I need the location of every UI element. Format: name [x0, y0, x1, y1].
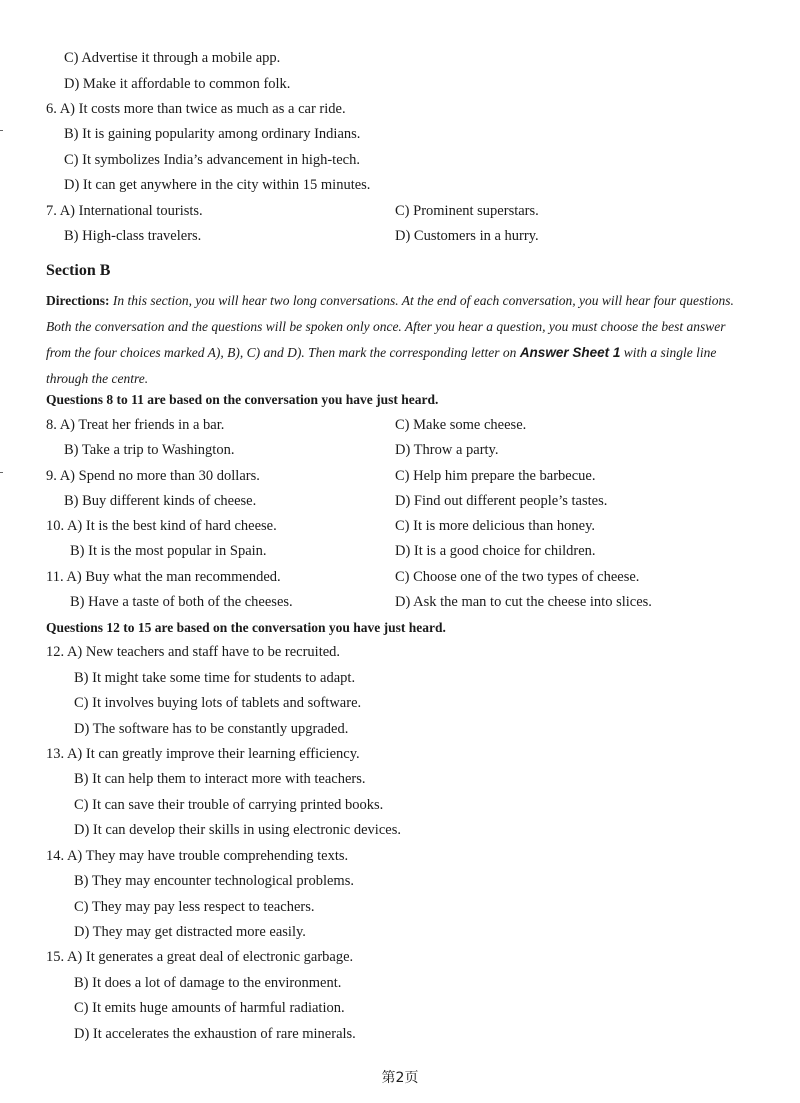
q15-option-d: D) It accelerates the exhaustion of rare minerals. — [74, 1026, 356, 1042]
section-b-title: Section B — [46, 262, 111, 279]
q5-option-d: D) Make it affordable to common folk. — [64, 76, 291, 92]
q8-option-c: C) Make some cheese. — [395, 417, 527, 433]
answer-sheet-label: Answer Sheet 1 — [519, 345, 621, 360]
q12-number: 12. — [46, 644, 65, 660]
q13-number: 13. — [46, 746, 65, 762]
q7-option-b: B) High-class travelers. — [64, 228, 202, 244]
q9-option-d: D) Find out different people’s tastes. — [395, 493, 608, 509]
q5-option-c: C) Advertise it through a mobile app. — [64, 50, 281, 66]
q8-option-d: D) Throw a party. — [395, 442, 499, 458]
q6-option-c: C) It symbolizes India’s advancement in high-tech. — [64, 152, 360, 168]
q9-option-a: A) Spend no more than 30 dollars. — [59, 468, 260, 484]
q14-option-b: B) They may encounter technological problems. — [74, 873, 354, 889]
q14-option-a-line — [46, 847, 348, 865]
q9-option-c: C) Help him prepare the barbecue. — [395, 468, 596, 484]
heading-questions-12-15: Questions 12 to 15 are based on the conversation you have just heard. — [46, 620, 446, 635]
q15-option-c: C) It emits huge amounts of harmful radiation. — [74, 1000, 345, 1016]
q9-number: 9. — [46, 468, 57, 484]
directions-text: In this section, you will hear two long conversations. At the end of each conversation, you will hear four questions. Both the conversation and the questions will be spoken only once. After you hear a question, you must choose the best answer from the four choices marked A), B), C) and D). Then mark the corresponding letter on — [46, 293, 734, 360]
q12-option-a: A) New teachers and staff have to be recruited. — [66, 644, 341, 660]
q13-option-b: B) It can help them to interact more with teachers. — [74, 771, 366, 787]
q14-number: 14. — [46, 848, 65, 864]
q9-option-a-line — [46, 467, 260, 485]
q6-option-d: D) It can get anywhere in the city within 15 minutes. — [64, 177, 371, 193]
q8-option-b: B) Take a trip to Washington. — [64, 442, 235, 458]
section-b-directions — [46, 288, 736, 392]
q11-number: 11. — [46, 569, 64, 585]
scan-mark — [0, 472, 3, 473]
q7-option-c: C) Prominent superstars. — [395, 203, 539, 219]
q14-option-a: A) They may have trouble comprehending texts. — [66, 848, 349, 864]
q11-option-b: B) Have a taste of both of the cheeses. — [70, 594, 293, 610]
q10-option-c: C) It is more delicious than honey. — [395, 518, 596, 534]
q15-option-a-line — [46, 948, 353, 966]
q14-option-d: D) They may get distracted more easily. — [74, 924, 306, 940]
q10-option-a-line — [46, 517, 277, 535]
q15-option-a: A) It generates a great deal of electronic garbage. — [66, 949, 354, 965]
q11-option-a: A) Buy what the man recommended. — [66, 569, 281, 585]
q8-option-a: A) Treat her friends in a bar. — [59, 417, 225, 433]
q12-option-d: D) The software has to be constantly upgraded. — [74, 721, 349, 737]
q7-option-d: D) Customers in a hurry. — [395, 228, 539, 244]
q12-option-c: C) It involves buying lots of tablets and software. — [74, 695, 362, 711]
q6-option-a-line — [46, 100, 346, 118]
q6-option-b: B) It is gaining popularity among ordinary Indians. — [64, 126, 361, 142]
q7-option-a-line — [46, 202, 203, 220]
directions-label: Directions: — [46, 293, 110, 308]
heading-questions-8-11: Questions 8 to 11 are based on the conversation you have just heard. — [46, 392, 439, 407]
page-number: 第2页 — [381, 1070, 419, 1086]
q8-option-a-line — [46, 416, 224, 434]
q10-option-a: A) It is the best kind of hard cheese. — [66, 518, 277, 534]
q12-option-b: B) It might take some time for students to adapt. — [74, 670, 356, 686]
q13-option-a: A) It can greatly improve their learning efficiency. — [66, 746, 360, 762]
q15-option-b: B) It does a lot of damage to the environment. — [74, 975, 342, 991]
q7-number: 7. — [46, 203, 57, 219]
q14-option-c: C) They may pay less respect to teachers. — [74, 899, 315, 915]
q15-number: 15. — [46, 949, 65, 965]
q9-option-b: B) Buy different kinds of cheese. — [64, 493, 257, 509]
q11-option-a-line — [46, 568, 281, 586]
q12-option-a-line — [46, 643, 340, 661]
q8-number: 8. — [46, 417, 57, 433]
q11-option-c: C) Choose one of the two types of cheese. — [395, 569, 640, 585]
q7-option-a: A) International tourists. — [59, 203, 203, 219]
q13-option-d: D) It can develop their skills in using electronic devices. — [74, 822, 401, 838]
directions-text-end: with a single line through the centre. — [46, 345, 717, 386]
q6-number: 6. — [46, 101, 57, 117]
scan-mark — [0, 130, 3, 131]
q11-option-d: D) Ask the man to cut the cheese into slices. — [395, 594, 652, 610]
q10-option-b: B) It is the most popular in Spain. — [70, 543, 267, 559]
q6-option-a: A) It costs more than twice as much as a car ride. — [59, 101, 346, 117]
q10-option-d: D) It is a good choice for children. — [395, 543, 596, 559]
q13-option-a-line — [46, 745, 360, 763]
q13-option-c: C) It can save their trouble of carrying printed books. — [74, 797, 384, 813]
q10-number: 10. — [46, 518, 65, 534]
